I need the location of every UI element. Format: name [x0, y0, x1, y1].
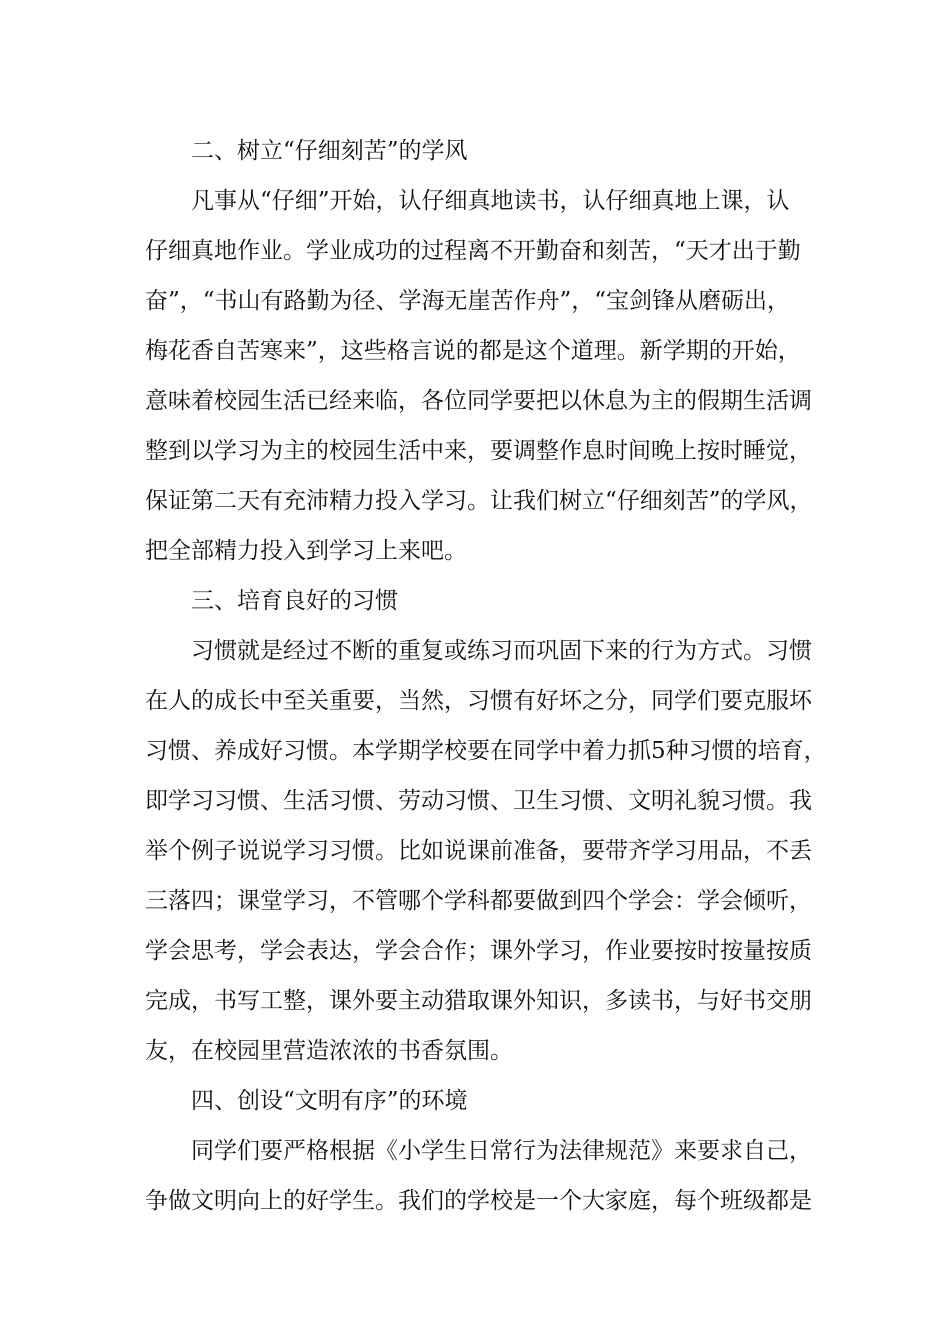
- paragraph-line: 同学们要严格根据《小学生日常行为法律规范》来要求自己，: [191, 1138, 812, 1164]
- section-heading-2: 二、树立“仔细刻苦”的学风: [191, 138, 468, 164]
- paragraph-line: 整到以学习为主的校园生活中来，要调整作息时间晚上按时睡觉，: [145, 438, 812, 464]
- paragraph-line: 举个例子说说学习习惯。比如说课前准备，要带齐学习用品，不丢: [145, 838, 812, 864]
- paragraph-line: 凡事从“仔细”开始，认仔细真地读书，认仔细真地上课，认: [191, 188, 790, 214]
- section-heading-3: 三、培育良好的习惯: [191, 588, 398, 614]
- paragraph-line: 争做文明向上的好学生。我们的学校是一个大家庭，每个班级都是: [145, 1188, 812, 1214]
- paragraph-line: 习惯、养成好习惯。本学期学校要在同学中着力抓5种习惯的培育，: [145, 738, 827, 764]
- paragraph-line: 三落四；课堂学习，不管哪个学科都要做到四个学会：学会倾听，: [145, 888, 812, 914]
- paragraph-line: 意味着校园生活已经来临，各位同学要把以休息为主的假期生活调: [145, 388, 812, 414]
- paragraph-line: 完成，书写工整，课外要主动猎取课外知识，多读书，与好书交朋: [145, 988, 812, 1014]
- paragraph-line: 在人的成长中至关重要，当然，习惯有好坏之分，同学们要克服坏: [145, 688, 812, 714]
- paragraph-line: 奋”，“书山有路勤为径、学海无崖苦作舟”，“宝剑锋从磨砺出，: [145, 288, 791, 314]
- paragraph-line: 仔细真地作业。学业成功的过程离不开勤奋和刻苦，“天才出于勤: [145, 238, 801, 264]
- paragraph-line: 把全部精力投入到学习上来吧。: [145, 538, 467, 564]
- paragraph-line: 梅花香自苦寒来”，这些格言说的都是这个道理。新学期的开始，: [145, 338, 801, 364]
- section-heading-4: 四、创设“文明有序”的环境: [191, 1088, 468, 1114]
- paragraph-line: 即学习习惯、生活习惯、劳动习惯、卫生习惯、文明礼貌习惯。我: [145, 788, 812, 814]
- paragraph-line: 学会思考，学会表达，学会合作；课外学习，作业要按时按量按质: [145, 938, 812, 964]
- paragraph-line: 习惯就是经过不断的重复或练习而巩固下来的行为方式。习惯: [191, 638, 812, 664]
- paragraph-line: 保证第二天有充沛精力投入学习。让我们树立“仔细刻苦”的学风，: [145, 488, 813, 514]
- paragraph-line: 友，在校园里营造浓浓的书香氛围。: [145, 1038, 513, 1064]
